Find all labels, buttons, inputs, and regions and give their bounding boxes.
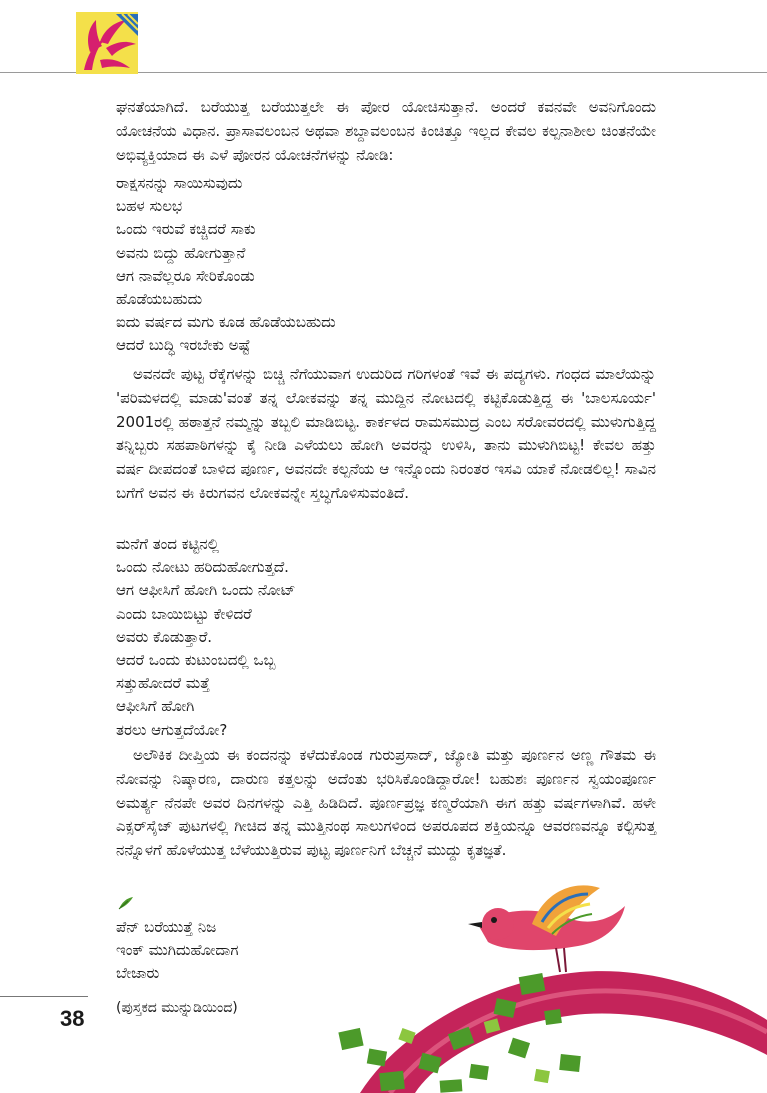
poem-line: ಎಂದು ಬಾಯಿಬಿಟ್ಟು ಕೇಳಿದರೆ <box>116 604 252 623</box>
leaf-logo-icon <box>76 12 138 74</box>
poem-line: ಒಂದು ಇರುವೆ ಕಚ್ಚಿದರೆ ಸಾಕು <box>116 220 256 239</box>
poem-pen <box>116 916 238 986</box>
bird-on-branch-illustration <box>320 880 767 1093</box>
poem-line: ಮನೆಗೆ ತಂದ ಕಟ್ಟಿನಲ್ಲಿ <box>116 535 220 553</box>
closing-paragraph: ಅಲೌಕಿಕ ದೀಪ್ತಿಯ ಈ ಕಂದನನ್ನು ಕಳೆದುಕೊಂಡ ಗುರುಪ್ರಸಾದ್, ಜ್ಯೋತಿ ಮತ್ತು ಪೂರ್ಣನ ಅಣ್ಣ ಗೌತಮ ಈ ನೋವನ್ನು ನಿಷ್ಕಾರಣ, ದಾರುಣ ಕತ್ತಲನ್ನು ಅದೆಂತು ಭರಿಸಿಕೊಂಡಿದ್ದಾರೋ! ಬಹುಶಃ ಪೂರ್ಣನ ಸ್ವಯಂಪೂರ್ಣ ಅಮರ್ತ್ಯ ನೆನಪೇ ಅವರ ದಿನಗಳನ್ನು ಎತ್ತಿ ಹಿಡಿದಿದೆ. ಪೂರ್ಣಪ್ರಜ್ಞ ಕಣ್ಮರೆಯಾಗಿ ಈಗ ಹತ್ತು ವರ್ಷಗಳಾಗಿವೆ. ಹಳೇ ಎಕ್ಸರ್‌ಸೈಜ್ ಪುಟಗಳಲ್ಲಿ ಗೀಚಿದ ತನ್ನ ಮುತ್ತಿನಂಥ ಸಾಲುಗಳಿಂದ ಅಪರೂಪದ ಶಕ್ತಿಯನ್ನೂ ಆವರಣವನ್ನೂ ಕಲ್ಪಿಸುತ್ತ ನನ್ನೊಳಗೆ ಹೊಳೆಯುತ್ತ ಬೆಳೆಯುತ್ತಿರುವ ಪುಟ್ಟ ಪೂರ್ಣನಿಗೆ ಬೆಚ್ಚನೆ ಮುದ್ದು ಕೃತಜ್ಞತೆ. <box>116 746 656 860</box>
poem-line: ಅವರು ಕೊಡುತ್ತಾರೆ. <box>116 627 213 646</box>
poem-line: ಬೇಜಾರು <box>116 964 160 983</box>
middle-paragraph: ಅವನದೇ ಪುಟ್ಟ ರೆಕ್ಕೆಗಳನ್ನು ಬಿಚ್ಚಿ ನೆಗೆಯುವಾಗ ಉದುರಿದ ಗರಿಗಳಂತೆ ಇವೆ ಈ ಪದ್ಯಗಳು. ಗಂಧದ ಮಾಲೆಯನ್ನು 'ಪರಿಮಳದಲ್ಲಿ ಮಾಡು'ವಂತೆ ತನ್ನ ಲೋಕವನ್ನು ತನ್ನ ಮುದ್ದಿನ ನೋಟದಲ್ಲಿ ಕಟ್ಟಿಕೊಡುತ್ತಿದ್ದ ಈ 'ಬಾಲಸೂರ್ಯ' 2001ರಲ್ಲಿ ಹಠಾತ್ತನೆ ನಮ್ಮನ್ನು ತಬ್ಬಲಿ ಮಾಡಿಬಿಟ್ಟ. ಕಾರ್ಕಳದ ರಾಮಸಮುದ್ರ ಎಂಬ ಸರೋವರದಲ್ಲಿ ಮುಳುಗುತ್ತಿದ್ದ ತನ್ನಿಬ್ಬರು ಸಹಪಾಠಿಗಳನ್ನು ಕೈ ನೀಡಿ ಎಳೆಯಲು ಹೋಗಿ ಅವರನ್ನು ಉಳಿಸಿ, ತಾನು ಮುಳುಗಿಬಿಟ್ಟ! ಕೇವಲ ಹತ್ತು ವರ್ಷ ದೀಪದಂತೆ ಬಾಳಿದ ಪೂರ್ಣ, ಅವನದೇ ಕಲ್ಪನೆಯ ಆ ಇನ್ನೊಂದು ನಿರಂತರ ಇಸವಿ ಯಾಕೆ ನೋಡಲಿಲ್ಲ! ಸಾವಿನ ಬಗೆಗೆ ಅವನ ಈ ಕಿರುಗವನ ಲೋಕವನ್ನೇ ಸ್ತಬ್ಧಗೊಳಿಸುವಂತಿದೆ. <box>116 365 656 502</box>
footer-rule <box>0 996 88 997</box>
poem-line: ಸತ್ತುಹೋದರೆ ಮತ್ತೆ <box>116 674 210 693</box>
source-note: (ಪುಸ್ತಕದ ಮುನ್ನುಡಿಯಿಂದ) <box>116 1000 238 1016</box>
poem-line: ಪೆನ್ ಬರೆಯುತ್ತೆ ನಿಜ <box>116 918 217 936</box>
poem-line: ಇಂಕ್ ಮುಗಿದುಹೋದಾಗ <box>116 941 239 960</box>
poem-line: ಹೊಡೆಯಬಹುದು <box>116 290 203 309</box>
poem-note <box>116 533 295 742</box>
poem-demon <box>116 172 336 358</box>
poem-line: ಆದರೆ ಬುದ್ಧಿ ಇರಬೇಕು ಅಷ್ಟೆ <box>116 336 251 355</box>
poem-line: ಅವನು ಬಿದ್ದು ಹೋಗುತ್ತಾನೆ <box>116 243 246 262</box>
poem-line: ಒಂದು ನೋಟು ಹರಿದುಹೋಗುತ್ತದೆ. <box>116 558 289 577</box>
poem-line: ಐದು ವರ್ಷದ ಮಗು ಕೂಡ ಹೊಡೆಯಬಹುದು <box>116 313 336 332</box>
page-number: 38 <box>60 1006 85 1031</box>
poem-line: ರಾಕ್ಷಸನನ್ನು ಸಾಯಿಸುವುದು <box>116 174 243 192</box>
poem-line: ಬಹಳ ಸುಲಭ <box>116 197 183 216</box>
poem-line: ಆಫೀಸಿಗೆ ಹೋಗಿ <box>116 697 195 716</box>
poem-line: ಆದರೆ ಒಂದು ಕುಟುಂಬದಲ್ಲಿ ಒಬ್ಬ <box>116 651 276 670</box>
small-leaf-icon <box>118 896 134 910</box>
intro-paragraph: ಘನತೆಯಾಗಿದೆ. ಬರೆಯುತ್ತ ಬರೆಯುತ್ತಲೇ ಈ ಪೋರ ಯೋಚಿಸುತ್ತಾನೆ. ಅಂದರೆ ಕವನವೇ ಅವನಿಗೊಂದು ಯೋಚನೆಯ ವಿಧಾನ. ಪ್ರಾಸಾವಲಂಬನ ಅಥವಾ ಶಬ್ದಾವಲಂಬನ ಕಿಂಚಿತ್ತೂ ಇಲ್ಲದ ಕೇವಲ ಕಲ್ಪನಾಶೀಲ ಚಿಂತನೆಯೇ ಅಭಿವ್ಯಕ್ತಿಯಾದ ಈ ಎಳೆ ಪೋರನ ಯೋಚನೆಗಳನ್ನು ನೋಡಿ: <box>116 98 656 164</box>
poem-line: ಆಗ ನಾವೆಲ್ಲರೂ ಸೇರಿಕೊಂಡು <box>116 266 255 285</box>
poem-line: ತರಲು ಆಗುತ್ತದೆಯೋ? <box>116 720 228 739</box>
poem-line: ಆಗ ಆಫೀಸಿಗೆ ಹೋಗಿ ಒಂದು ನೋಟ್ <box>116 581 296 600</box>
